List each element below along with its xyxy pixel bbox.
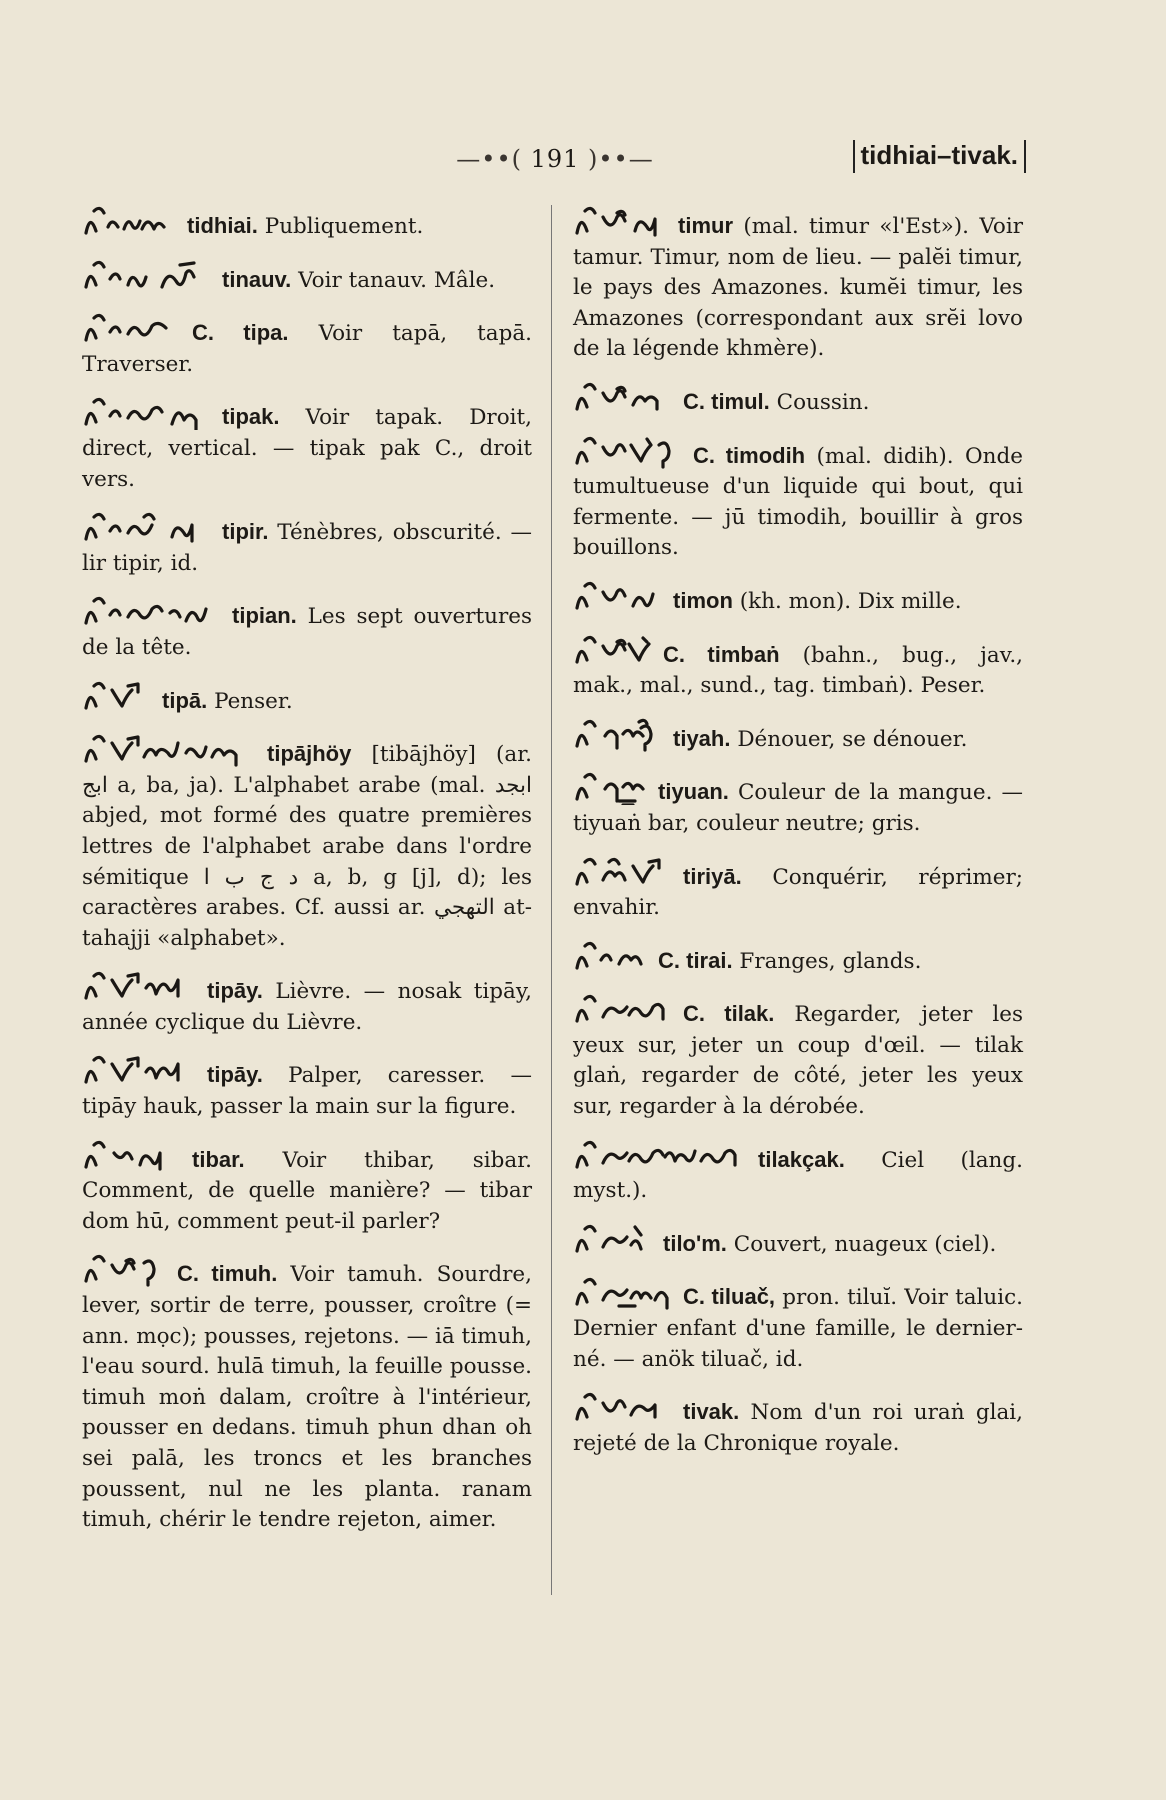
cham-script-glyph <box>573 580 663 614</box>
dictionary-entry: tiriyā. Conquérir, réprimer; envahir. <box>573 856 1023 924</box>
dictionary-entry: tilakçak. Ciel (lang. myst.). <box>573 1139 1023 1207</box>
dictionary-entry: tiyah. Dénouer, se dénouer. <box>573 718 1023 756</box>
cham-script-glyph <box>82 595 222 629</box>
dictionary-entry: C. timul. Coussin. <box>573 381 1023 419</box>
cham-script-glyph <box>82 312 182 346</box>
cham-script-glyph <box>573 435 683 469</box>
cham-script-glyph <box>82 733 257 767</box>
page-number: 191 <box>530 145 580 173</box>
cham-script-glyph <box>573 381 673 415</box>
dictionary-entry: C. tipa. Voir tapā, tapā. Traverser. <box>82 312 532 380</box>
dictionary-entry: C. timbaṅ (bahn., bug., jav., mak., mal., sund., tag. timbaṅ). Peser. <box>573 634 1023 702</box>
dictionary-entry: tipāy. Palper, caresser. — tipāy hauk, passer la main sur la figure. <box>82 1054 532 1122</box>
cham-script-glyph <box>82 205 177 239</box>
entry-range-header: tidhiai–tivak. <box>853 140 1027 173</box>
dictionary-entry: timon (kh. mon). Dix mille. <box>573 580 1023 618</box>
dictionary-entry: tinauv. Voir tanauv. Mâle. <box>82 259 532 297</box>
dictionary-entry: C. tilak. Regarder, jeter les yeux sur, jeter un coup d'œil. — tilak glaṅ, regarder de côté, jeter les yeux sur, regarder à la dérobée. <box>573 993 1023 1122</box>
cham-script-glyph <box>573 940 648 974</box>
dictionary-entry: tivak. Nom d'un roi uraṅ glai, rejeté de la Chronique royale. <box>573 1391 1023 1459</box>
cham-script-glyph <box>82 396 212 430</box>
left-column <box>82 205 532 1552</box>
cham-script-glyph <box>82 1054 197 1088</box>
dictionary-entry: tipāy. Lièvre. — nosak tipāy, année cyclique du Lièvre. <box>82 970 532 1038</box>
page-number-header: —••( 191 )••— <box>456 145 654 173</box>
dictionary-entry: C. tiluač, pron. tiluĭ. Voir taluic. Dernier enfant d'une famille, le dernier-né. — anök tiluač, id. <box>573 1276 1023 1375</box>
dictionary-entry: C. timodih (mal. didih). Onde tumultueuse d'un liquide qui bout, qui fermente. — jū timodih, bouillir à gros bouillons. <box>573 435 1023 564</box>
right-column <box>573 205 1023 1475</box>
cham-script-glyph <box>573 634 653 668</box>
cham-script-glyph <box>82 1139 182 1173</box>
dictionary-entry: tipir. Ténèbres, obscurité. — lir tipir, id. <box>82 511 532 579</box>
cham-script-glyph <box>573 1139 748 1173</box>
cham-script-glyph <box>573 993 673 1027</box>
column-divider <box>551 205 552 1595</box>
cham-script-glyph <box>573 856 673 890</box>
dictionary-entry: tipak. Voir tapak. Droit, direct, vertical. — tipak pak C., droit vers. <box>82 396 532 495</box>
dictionary-entry: tibar. Voir thibar, sibar. Comment, de quelle manière? — tibar dom hū, comment peut-il parler? <box>82 1139 532 1238</box>
dictionary-entry: tipian. Les sept ouvertures de la tête. <box>82 595 532 663</box>
cham-script-glyph <box>82 259 212 293</box>
cham-script-glyph <box>573 771 648 805</box>
dictionary-entry: tiyuan. Couleur de la mangue. — tiyuaṅ bar, couleur neutre; gris. <box>573 771 1023 839</box>
cham-script-glyph <box>82 511 212 545</box>
cham-script-glyph <box>573 718 663 752</box>
cham-script-glyph <box>573 1391 673 1425</box>
dictionary-entry: tilo'm. Couvert, nuageux (ciel). <box>573 1223 1023 1261</box>
cham-script-glyph <box>82 680 152 714</box>
dictionary-entry: C. timuh. Voir tamuh. Sourdre, lever, sortir de terre, pousser, croître (= ann. mọc); pousses, rejetons. — iā timuh, l'eau sourd. hulā timuh, la feuille pousse. timuh moṅ dalam, croître à l'intérieur, pousser en dedans. timuh phun dhan oh sei palā, les troncs et les branches poussent, nul ne les planta. ranam timuh, chérir le tendre rejeton, aimer. <box>82 1253 532 1535</box>
dictionary-entry: tipā. Penser. <box>82 680 532 718</box>
dictionary-entry: tidhiai. Publiquement. <box>82 205 532 243</box>
cham-script-glyph <box>82 970 197 1004</box>
cham-script-glyph <box>573 205 668 239</box>
dictionary-entry: tipājhöy [tibājhöy] (ar. ابج a, ba, ja). L'alphabet arabe (mal. ابجد abjed, mot formé des quatre premières lettres de l'alphabet arabe dans l'ordre sémitique د ج ب ا a, b, g [j], d); les caractères arabes. Cf. aussi ar. التهجي at-tahajji «alphabet». <box>82 733 532 954</box>
cham-script-glyph <box>573 1223 653 1257</box>
dictionary-entry: timur (mal. timur «l'Est»). Voir tamur. Timur, nom de lieu. — palĕi timur, le pays des Amazones. kumĕi timur, les Amazones (correspondant aux srĕi lovo de la légende khmère). <box>573 205 1023 365</box>
dictionary-entry: C. tirai. Franges, glands. <box>573 940 1023 978</box>
cham-script-glyph <box>573 1276 673 1310</box>
cham-script-glyph <box>82 1253 167 1287</box>
